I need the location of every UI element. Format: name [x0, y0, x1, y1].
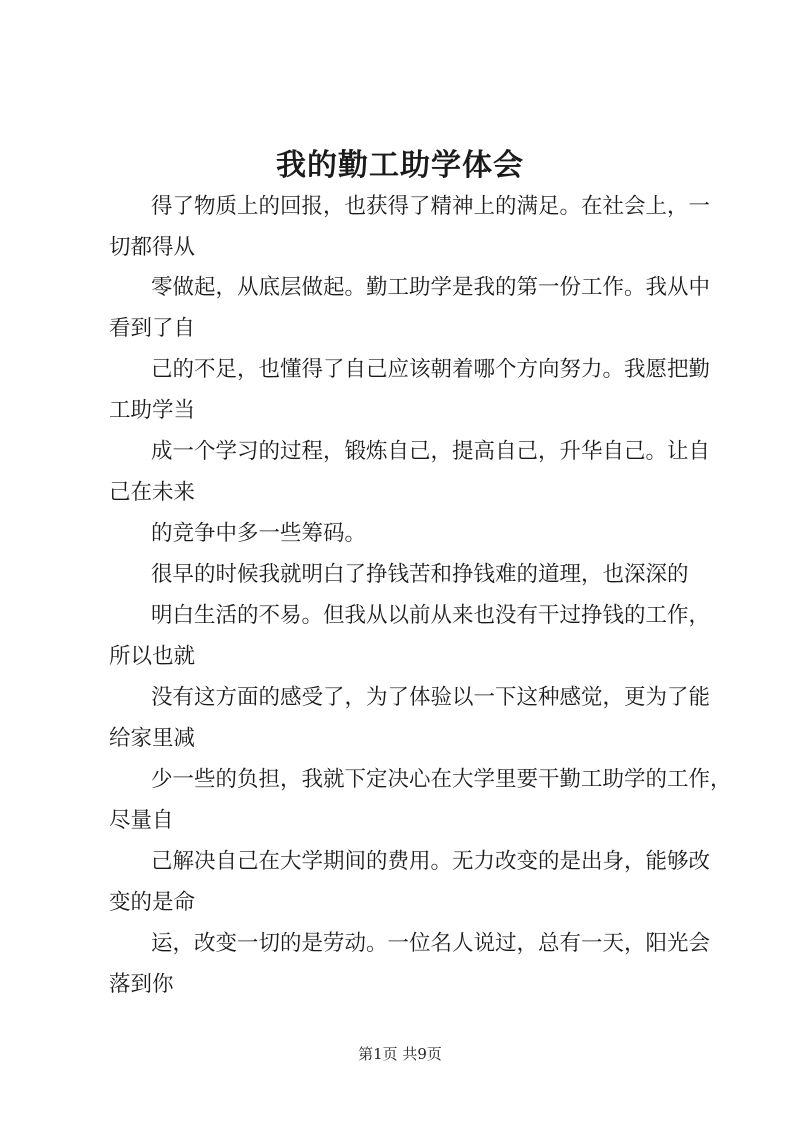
text-line: 明白生活的不易。但我从以前从来也没有干过挣钱的工作， [151, 603, 711, 628]
text-line: 给家里减 [109, 726, 196, 751]
text-line: 运，改变一切的是劳动。一位名人说过，总有一天，阳光会 [151, 931, 711, 956]
text-line: 没有这方面的感受了，为了体验以一下这种感觉，更为了能 [151, 685, 711, 710]
text-line: 成一个学习的过程，锻炼自己，提高自己，升华自己。让自 [151, 439, 711, 464]
text-line: 己在未来 [109, 480, 196, 505]
text-line: 少一些的负担，我就下定决心在大学里要干勤工助学的工作， [151, 767, 732, 792]
text-line: 所以也就 [109, 644, 196, 669]
text-line: 的竞争中多一些筹码。 [151, 521, 367, 546]
text-line: 得了物质上的回报，也获得了精神上的满足。在社会上，一 [151, 194, 711, 219]
page-number-footer: 第1页 共9页 [358, 1045, 442, 1063]
text-line: 切都得从 [109, 235, 196, 260]
text-line: 很早的时候我就明白了挣钱苦和挣钱难的道理，也深深的 [151, 562, 689, 587]
text-line: 看到了自 [109, 316, 196, 341]
text-line: 变的是命 [109, 890, 196, 915]
text-line: 落到你 [109, 972, 174, 997]
text-line: 己解决自己在大学期间的费用。无力改变的是出身，能够改 [151, 849, 711, 874]
text-line: 零做起，从底层做起。勤工助学是我的第一份工作。我从中 [151, 275, 711, 300]
document-title: 我的勤工助学体会 [276, 148, 524, 183]
text-line: 己的不足，也懂得了自己应该朝着哪个方向努力。我愿把勤 [151, 357, 711, 382]
text-line: 工助学当 [109, 398, 196, 423]
text-line: 尽量自 [109, 808, 174, 833]
